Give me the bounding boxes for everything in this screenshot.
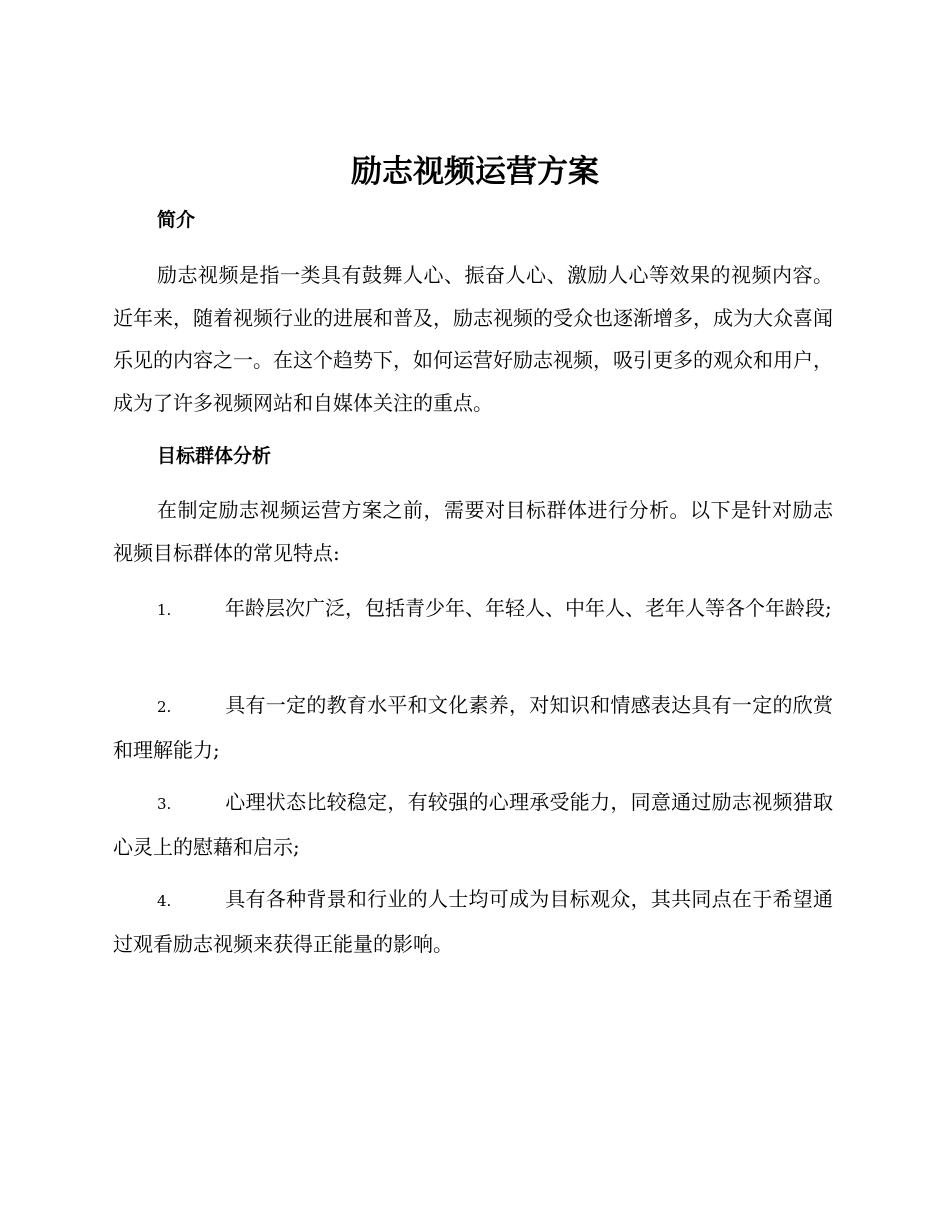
list-item — [113, 781, 833, 868]
list-item-number: 1. — [157, 601, 172, 619]
list-item — [113, 587, 833, 632]
section-heading-target-audience: 目标群体分析 — [157, 445, 272, 467]
list-item-text: 心理状态比较稳定，有较强的心理承受能力，同意通过励志视频猎取心灵上的慰藉和启示; — [113, 790, 833, 859]
target-audience-paragraph: 在制定励志视频运营方案之前，需要对目标群体进行分析。以下是针对励志视频目标群体的常见特点: — [113, 498, 833, 565]
list-item-number: 4. — [157, 892, 172, 910]
list-item-number: 2. — [157, 698, 172, 716]
list-item-text: 年龄层次广泛，包括青少年、年轻人、中年人、老年人等各个年龄段; — [225, 596, 832, 620]
list-item-text: 具有各种背景和行业的人士均可成为目标观众，其共同点在于希望通过观看励志视频来获得正能量的影响。 — [113, 887, 833, 956]
list-item-number: 3. — [157, 795, 172, 813]
list-item-text: 具有一定的教育水平和文化素养，对知识和情感表达具有一定的欣赏和理解能力; — [113, 693, 833, 762]
section-heading-intro: 简介 — [157, 209, 196, 231]
list-item — [113, 684, 833, 771]
document-title: 励志视频运营方案 — [351, 154, 599, 190]
intro-paragraph: 励志视频是指一类具有鼓舞人心、振奋人心、激励人心等效果的视频内容。近年来，随着视频行业的进展和普及，励志视频的受众也逐渐增多，成为大众喜闻乐见的内容之一。在这个趋势下，如何运营好励志视频，吸引更多的观众和用户，成为了许多视频网站和自媒体关注的重点。 — [113, 263, 833, 415]
list-item — [113, 878, 833, 965]
